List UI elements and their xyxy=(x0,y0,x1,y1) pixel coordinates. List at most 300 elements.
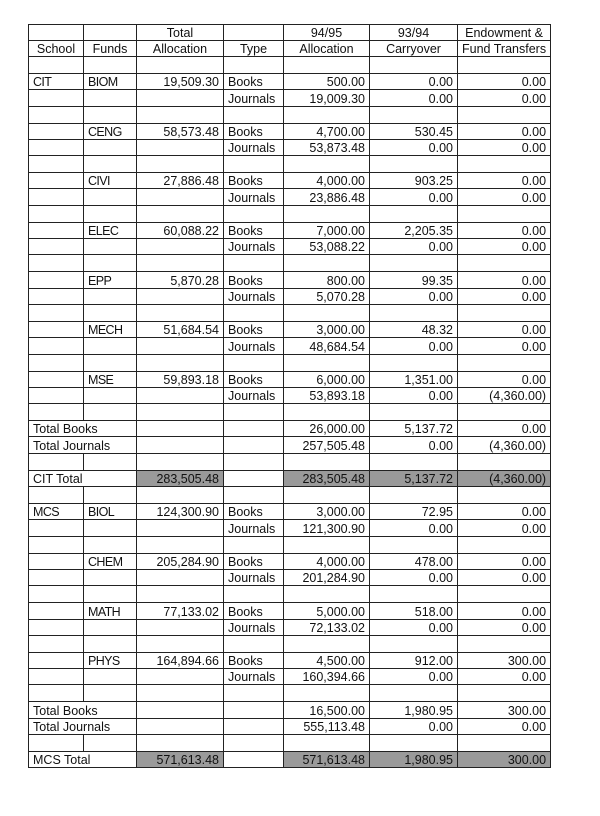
endowment-cell: 0.00 xyxy=(458,504,551,520)
table-row xyxy=(29,669,551,685)
grand-total-row xyxy=(29,470,551,486)
empty-cell xyxy=(29,321,84,337)
empty-cell xyxy=(137,354,224,371)
empty-cell xyxy=(284,156,370,173)
allocation-table xyxy=(28,24,551,768)
type-cell: Journals xyxy=(224,338,284,354)
table-row xyxy=(29,603,551,619)
empty-cell xyxy=(29,453,84,470)
empty-cell xyxy=(84,586,137,603)
empty-cell xyxy=(458,635,551,652)
table-row xyxy=(29,74,551,90)
endowment-cell: 0.00 xyxy=(458,569,551,585)
empty-cell xyxy=(84,735,137,752)
empty-cell xyxy=(137,387,224,403)
table-row xyxy=(29,272,551,288)
type-cell: Books xyxy=(224,321,284,337)
endowment-cell: 0.00 xyxy=(458,371,551,387)
empty-cell xyxy=(29,685,84,702)
allocation-cell: 19,009.30 xyxy=(284,90,370,106)
empty-cell xyxy=(458,685,551,702)
type-cell: Journals xyxy=(224,90,284,106)
spacer-row xyxy=(29,635,551,652)
endowment-cell: 0.00 xyxy=(458,173,551,189)
empty-cell xyxy=(84,304,137,321)
grand-endowment-cell: (4,360.00) xyxy=(458,470,551,486)
empty-cell xyxy=(29,304,84,321)
empty-cell xyxy=(137,669,224,685)
endowment-cell: 300.00 xyxy=(458,652,551,668)
spacer-row xyxy=(29,106,551,123)
subtotal-label: Total Journals xyxy=(29,718,137,734)
endowment-cell: 0.00 xyxy=(458,669,551,685)
empty-cell xyxy=(284,57,370,74)
column-header: Allocation xyxy=(284,41,370,57)
endowment-cell: (4,360.00) xyxy=(458,387,551,403)
table-row xyxy=(29,321,551,337)
empty-cell xyxy=(224,752,284,768)
carryover-cell: 5,137.72 xyxy=(370,421,458,437)
grand-carryover-cell: 1,980.95 xyxy=(370,752,458,768)
empty-cell xyxy=(29,288,84,304)
empty-cell xyxy=(29,189,84,205)
endowment-cell: 0.00 xyxy=(458,90,551,106)
allocation-cell: 500.00 xyxy=(284,74,370,90)
grand-total-label: MCS Total xyxy=(29,752,137,768)
empty-cell xyxy=(29,90,84,106)
empty-cell xyxy=(224,685,284,702)
carryover-cell: 0.00 xyxy=(370,239,458,255)
fund-cell: CIVI xyxy=(84,173,137,189)
grand-allocation-cell: 571,613.48 xyxy=(284,752,370,768)
allocation-cell: 3,000.00 xyxy=(284,321,370,337)
empty-cell xyxy=(137,569,224,585)
endowment-cell: 300.00 xyxy=(458,702,551,718)
empty-cell xyxy=(284,685,370,702)
empty-cell xyxy=(137,139,224,155)
subtotal-row xyxy=(29,702,551,718)
empty-cell xyxy=(224,735,284,752)
endowment-cell: 0.00 xyxy=(458,603,551,619)
fund-cell: MECH xyxy=(84,321,137,337)
empty-cell xyxy=(284,255,370,272)
column-header: Total xyxy=(137,25,224,41)
empty-cell xyxy=(458,255,551,272)
subtotal-row xyxy=(29,718,551,734)
empty-cell xyxy=(29,173,84,189)
type-cell: Journals xyxy=(224,669,284,685)
carryover-cell: 0.00 xyxy=(370,718,458,734)
empty-cell xyxy=(137,304,224,321)
empty-cell xyxy=(84,106,137,123)
fund-cell: CHEM xyxy=(84,553,137,569)
empty-cell xyxy=(84,156,137,173)
empty-cell xyxy=(370,106,458,123)
endowment-cell: 0.00 xyxy=(458,139,551,155)
empty-cell xyxy=(137,586,224,603)
empty-cell xyxy=(137,520,224,536)
type-cell: Journals xyxy=(224,569,284,585)
empty-cell xyxy=(137,718,224,734)
allocation-cell: 4,500.00 xyxy=(284,652,370,668)
empty-cell xyxy=(224,57,284,74)
empty-cell xyxy=(84,57,137,74)
empty-cell xyxy=(458,354,551,371)
empty-cell xyxy=(29,57,84,74)
type-cell: Books xyxy=(224,123,284,139)
fund-cell: MSE xyxy=(84,371,137,387)
empty-cell xyxy=(370,586,458,603)
empty-cell xyxy=(29,404,84,421)
subtotal-label: Total Books xyxy=(29,421,137,437)
column-header: Fund Transfers xyxy=(458,41,551,57)
empty-cell xyxy=(224,421,284,437)
grand-total-label: CIT Total xyxy=(29,470,137,486)
spacer-row xyxy=(29,586,551,603)
empty-cell xyxy=(370,487,458,504)
type-cell: Books xyxy=(224,173,284,189)
allocation-cell: 48,684.54 xyxy=(284,338,370,354)
empty-cell xyxy=(370,57,458,74)
endowment-cell: 0.00 xyxy=(458,718,551,734)
header-row xyxy=(29,41,551,57)
carryover-cell: 0.00 xyxy=(370,90,458,106)
empty-cell xyxy=(137,536,224,553)
carryover-cell: 0.00 xyxy=(370,387,458,403)
spacer-row xyxy=(29,255,551,272)
empty-cell xyxy=(137,404,224,421)
type-cell: Journals xyxy=(224,619,284,635)
empty-cell xyxy=(84,189,137,205)
spacer-row xyxy=(29,354,551,371)
type-cell: Journals xyxy=(224,387,284,403)
empty-cell xyxy=(137,255,224,272)
allocation-cell: 26,000.00 xyxy=(284,421,370,437)
empty-cell xyxy=(29,156,84,173)
empty-cell xyxy=(137,453,224,470)
empty-cell xyxy=(84,619,137,635)
empty-cell xyxy=(84,205,137,222)
carryover-cell: 530.45 xyxy=(370,123,458,139)
column-header xyxy=(29,25,84,41)
type-cell: Books xyxy=(224,272,284,288)
empty-cell xyxy=(84,288,137,304)
empty-cell xyxy=(370,205,458,222)
column-header: 93/94 xyxy=(370,25,458,41)
table-row xyxy=(29,504,551,520)
endowment-cell: 0.00 xyxy=(458,321,551,337)
fund-cell: BIOM xyxy=(84,74,137,90)
empty-cell xyxy=(29,139,84,155)
school-cell: CIT xyxy=(29,74,84,90)
empty-cell xyxy=(224,404,284,421)
type-cell: Books xyxy=(224,371,284,387)
total-allocation-cell: 164,894.66 xyxy=(137,652,224,668)
column-header: Endowment & xyxy=(458,25,551,41)
carryover-cell: 518.00 xyxy=(370,603,458,619)
empty-cell xyxy=(137,635,224,652)
empty-cell xyxy=(458,586,551,603)
subtotal-row xyxy=(29,437,551,453)
table-row xyxy=(29,371,551,387)
empty-cell xyxy=(284,586,370,603)
empty-cell xyxy=(224,718,284,734)
allocation-cell: 800.00 xyxy=(284,272,370,288)
empty-cell xyxy=(29,106,84,123)
table-row xyxy=(29,338,551,354)
table-row xyxy=(29,90,551,106)
empty-cell xyxy=(224,470,284,486)
empty-cell xyxy=(29,255,84,272)
empty-cell xyxy=(284,404,370,421)
empty-cell xyxy=(458,453,551,470)
allocation-cell: 5,070.28 xyxy=(284,288,370,304)
carryover-cell: 1,351.00 xyxy=(370,371,458,387)
allocation-cell: 53,873.48 xyxy=(284,139,370,155)
empty-cell xyxy=(458,404,551,421)
empty-cell xyxy=(29,338,84,354)
carryover-cell: 478.00 xyxy=(370,553,458,569)
empty-cell xyxy=(84,520,137,536)
empty-cell xyxy=(84,569,137,585)
empty-cell xyxy=(370,354,458,371)
empty-cell xyxy=(84,139,137,155)
empty-cell xyxy=(137,288,224,304)
empty-cell xyxy=(370,536,458,553)
carryover-cell: 48.32 xyxy=(370,321,458,337)
endowment-cell: 0.00 xyxy=(458,553,551,569)
empty-cell xyxy=(29,553,84,569)
empty-cell xyxy=(84,354,137,371)
empty-cell xyxy=(29,487,84,504)
empty-cell xyxy=(137,90,224,106)
empty-cell xyxy=(137,156,224,173)
fund-cell: ELEC xyxy=(84,222,137,238)
grand-total-row xyxy=(29,752,551,768)
allocation-cell: 121,300.90 xyxy=(284,520,370,536)
empty-cell xyxy=(284,205,370,222)
column-header: Carryover xyxy=(370,41,458,57)
type-cell: Journals xyxy=(224,189,284,205)
grand-endowment-cell: 300.00 xyxy=(458,752,551,768)
total-allocation-cell: 51,684.54 xyxy=(137,321,224,337)
empty-cell xyxy=(137,619,224,635)
table-row xyxy=(29,239,551,255)
type-cell: Books xyxy=(224,603,284,619)
fund-cell: EPP xyxy=(84,272,137,288)
total-allocation-cell: 59,893.18 xyxy=(137,371,224,387)
carryover-cell: 903.25 xyxy=(370,173,458,189)
empty-cell xyxy=(224,304,284,321)
total-allocation-cell: 27,886.48 xyxy=(137,173,224,189)
endowment-cell: 0.00 xyxy=(458,421,551,437)
carryover-cell: 2,205.35 xyxy=(370,222,458,238)
empty-cell xyxy=(284,106,370,123)
table-row xyxy=(29,520,551,536)
subtotal-label: Total Books xyxy=(29,702,137,718)
empty-cell xyxy=(224,106,284,123)
endowment-cell: 0.00 xyxy=(458,272,551,288)
type-cell: Books xyxy=(224,74,284,90)
column-header: School xyxy=(29,41,84,57)
type-cell: Journals xyxy=(224,288,284,304)
table-body xyxy=(29,25,551,768)
fund-cell: BIOL xyxy=(84,504,137,520)
empty-cell xyxy=(370,453,458,470)
table-row xyxy=(29,139,551,155)
carryover-cell: 0.00 xyxy=(370,139,458,155)
spacer-row xyxy=(29,304,551,321)
empty-cell xyxy=(29,354,84,371)
fund-cell: PHYS xyxy=(84,652,137,668)
allocation-cell: 3,000.00 xyxy=(284,504,370,520)
spacer-row xyxy=(29,685,551,702)
empty-cell xyxy=(284,487,370,504)
empty-cell xyxy=(224,255,284,272)
empty-cell xyxy=(458,106,551,123)
empty-cell xyxy=(29,619,84,635)
empty-cell xyxy=(137,57,224,74)
table-row xyxy=(29,569,551,585)
endowment-cell: 0.00 xyxy=(458,288,551,304)
table-row xyxy=(29,173,551,189)
empty-cell xyxy=(458,536,551,553)
school-cell: MCS xyxy=(29,504,84,520)
allocation-cell: 201,284.90 xyxy=(284,569,370,585)
empty-cell xyxy=(137,338,224,354)
empty-cell xyxy=(84,387,137,403)
empty-cell xyxy=(224,354,284,371)
total-allocation-cell: 5,870.28 xyxy=(137,272,224,288)
column-header xyxy=(84,25,137,41)
allocation-cell: 5,000.00 xyxy=(284,603,370,619)
empty-cell xyxy=(224,453,284,470)
empty-cell xyxy=(224,586,284,603)
empty-cell xyxy=(224,156,284,173)
empty-cell xyxy=(137,239,224,255)
empty-cell xyxy=(458,487,551,504)
type-cell: Books xyxy=(224,222,284,238)
empty-cell xyxy=(370,735,458,752)
allocation-cell: 7,000.00 xyxy=(284,222,370,238)
column-header: Type xyxy=(224,41,284,57)
empty-cell xyxy=(84,453,137,470)
empty-cell xyxy=(224,702,284,718)
table-row xyxy=(29,288,551,304)
total-allocation-cell: 58,573.48 xyxy=(137,123,224,139)
endowment-cell: 0.00 xyxy=(458,189,551,205)
table-row xyxy=(29,123,551,139)
empty-cell xyxy=(137,421,224,437)
endowment-cell: 0.00 xyxy=(458,74,551,90)
allocation-cell: 257,505.48 xyxy=(284,437,370,453)
allocation-cell: 555,113.48 xyxy=(284,718,370,734)
carryover-cell: 1,980.95 xyxy=(370,702,458,718)
fund-cell: CENG xyxy=(84,123,137,139)
empty-cell xyxy=(29,635,84,652)
endowment-cell: 0.00 xyxy=(458,239,551,255)
empty-cell xyxy=(284,536,370,553)
table-row xyxy=(29,652,551,668)
carryover-cell: 0.00 xyxy=(370,288,458,304)
carryover-cell: 0.00 xyxy=(370,520,458,536)
allocation-cell: 4,700.00 xyxy=(284,123,370,139)
empty-cell xyxy=(137,205,224,222)
allocation-cell: 160,394.66 xyxy=(284,669,370,685)
spacer-row xyxy=(29,536,551,553)
empty-cell xyxy=(224,635,284,652)
type-cell: Books xyxy=(224,553,284,569)
empty-cell xyxy=(137,702,224,718)
spacer-row xyxy=(29,205,551,222)
empty-cell xyxy=(458,205,551,222)
table-row xyxy=(29,619,551,635)
empty-cell xyxy=(29,669,84,685)
empty-cell xyxy=(29,536,84,553)
empty-cell xyxy=(84,404,137,421)
empty-cell xyxy=(458,304,551,321)
empty-cell xyxy=(29,569,84,585)
empty-cell xyxy=(284,453,370,470)
table-row xyxy=(29,387,551,403)
total-allocation-cell: 205,284.90 xyxy=(137,553,224,569)
empty-cell xyxy=(29,272,84,288)
table-row xyxy=(29,553,551,569)
endowment-cell: 0.00 xyxy=(458,338,551,354)
empty-cell xyxy=(84,685,137,702)
empty-cell xyxy=(370,255,458,272)
carryover-cell: 0.00 xyxy=(370,669,458,685)
empty-cell xyxy=(29,371,84,387)
spacer-row xyxy=(29,57,551,74)
endowment-cell: 0.00 xyxy=(458,222,551,238)
allocation-cell: 4,000.00 xyxy=(284,173,370,189)
empty-cell xyxy=(370,685,458,702)
empty-cell xyxy=(284,354,370,371)
allocation-cell: 53,893.18 xyxy=(284,387,370,403)
empty-cell xyxy=(29,239,84,255)
empty-cell xyxy=(84,635,137,652)
empty-cell xyxy=(224,487,284,504)
empty-cell xyxy=(284,735,370,752)
empty-cell xyxy=(224,205,284,222)
type-cell: Books xyxy=(224,504,284,520)
endowment-cell: (4,360.00) xyxy=(458,437,551,453)
empty-cell xyxy=(458,735,551,752)
grand-total-cell: 571,613.48 xyxy=(137,752,224,768)
budget-sheet xyxy=(28,24,551,768)
allocation-cell: 4,000.00 xyxy=(284,553,370,569)
column-header: 94/95 xyxy=(284,25,370,41)
carryover-cell: 0.00 xyxy=(370,338,458,354)
empty-cell xyxy=(284,635,370,652)
spacer-row xyxy=(29,453,551,470)
table-row xyxy=(29,189,551,205)
empty-cell xyxy=(458,57,551,74)
carryover-cell: 0.00 xyxy=(370,74,458,90)
empty-cell xyxy=(370,156,458,173)
empty-cell xyxy=(370,635,458,652)
empty-cell xyxy=(137,685,224,702)
empty-cell xyxy=(29,205,84,222)
empty-cell xyxy=(137,189,224,205)
empty-cell xyxy=(84,338,137,354)
empty-cell xyxy=(458,156,551,173)
header-row xyxy=(29,25,551,41)
column-header: Allocation xyxy=(137,41,224,57)
empty-cell xyxy=(29,603,84,619)
carryover-cell: 72.95 xyxy=(370,504,458,520)
